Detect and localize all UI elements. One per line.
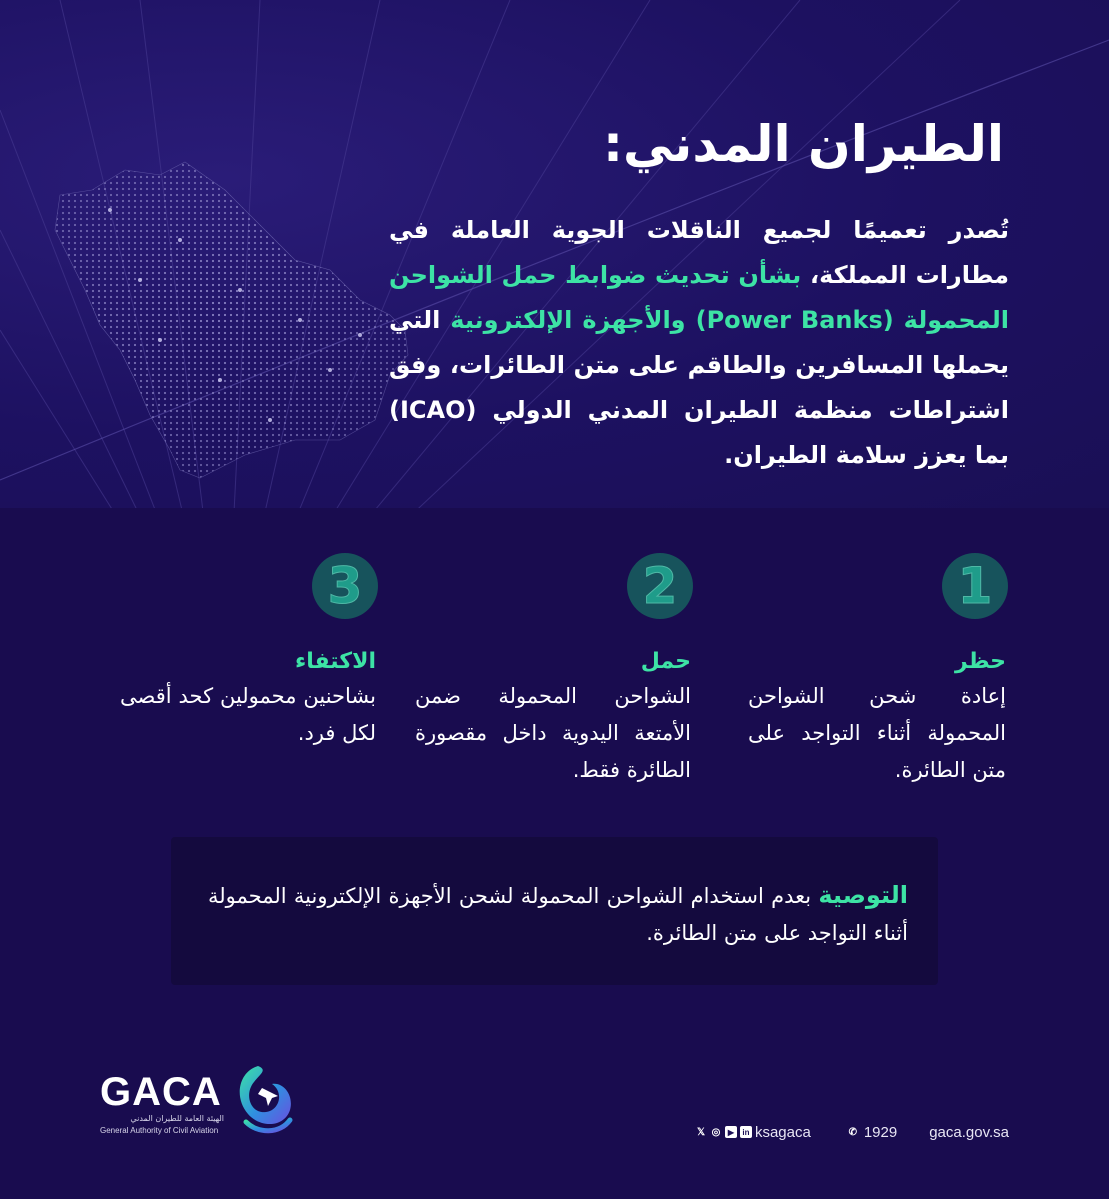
logo-wordmark: GACA [100, 1070, 222, 1114]
header-section [0, 0, 1109, 508]
step-3-number: 3 [312, 553, 378, 619]
instagram-icon[interactable]: ◎ [711, 1126, 721, 1138]
logo-emblem-icon [228, 1062, 294, 1136]
x-icon[interactable]: 𝕏 [696, 1126, 705, 1138]
page-title: الطيران المدني: [602, 115, 1004, 173]
saudi-map-dotted [30, 150, 430, 490]
logo-english-name: General Authority of Civil Aviation [100, 1126, 219, 1135]
phone-contact[interactable] [847, 1124, 897, 1141]
step-2-title: حمل [640, 649, 691, 674]
recommendation-text [208, 877, 908, 952]
website-link[interactable]: gaca.gov.sa [929, 1123, 1009, 1141]
logo-arabic-name: الهيئة العامة للطيران المدني [130, 1114, 224, 1123]
recommendation-body: بعدم استخدام الشواحن المحمولة لشحن الأجهزة الإلكترونية المحمولة أثناء التواجد على متن الطائرة. [208, 884, 908, 945]
recommendation-label: التوصية [818, 881, 908, 909]
step-2-text: الشواحن المحمولة ضمن الأمتعة اليدوية داخل مقصورة الطائرة فقط. [415, 684, 691, 782]
step-3-text: بشاحنين محمولين كحد أقصى لكل فرد. [120, 684, 376, 745]
social-handle[interactable]: ksagaca [754, 1123, 811, 1141]
step-1-title: حظر [955, 649, 1006, 674]
gaca-logo [100, 1062, 300, 1142]
footer-contact [695, 1122, 1009, 1142]
intro-paragraph [389, 208, 1009, 478]
linkedin-icon[interactable]: in [740, 1126, 752, 1138]
social-links[interactable] [695, 1124, 811, 1141]
step-1-number: 1 [942, 553, 1008, 619]
phone-icon: ✆ [848, 1126, 858, 1138]
step-1-text: إعادة شحن الشواحن المحمولة أثناء التواجد على متن الطائرة. [748, 684, 1006, 782]
phone-number[interactable]: 1929 [863, 1123, 898, 1141]
intro-text-start: تُصدر تعميمًا لجميع الناقلات الجوية العاملة في مطارات المملكة، [389, 216, 1009, 289]
recommendation-box [171, 837, 938, 985]
youtube-icon[interactable]: ▶ [725, 1126, 737, 1138]
intro-text-end: التي يحملها المسافرين والطاقم على متن الطائرات، وفق اشتراطات منظمة الطيران المدني الدولي (ICAO) بما يعزز سلامة الطيران. [389, 306, 1009, 469]
step-2-number: 2 [627, 553, 693, 619]
intro-highlight: بشأن تحديث ضوابط حمل الشواحن المحمولة (Power Banks) والأجهزة الإلكترونية [389, 261, 1010, 334]
step-3-title: الاكتفاء [294, 649, 376, 674]
